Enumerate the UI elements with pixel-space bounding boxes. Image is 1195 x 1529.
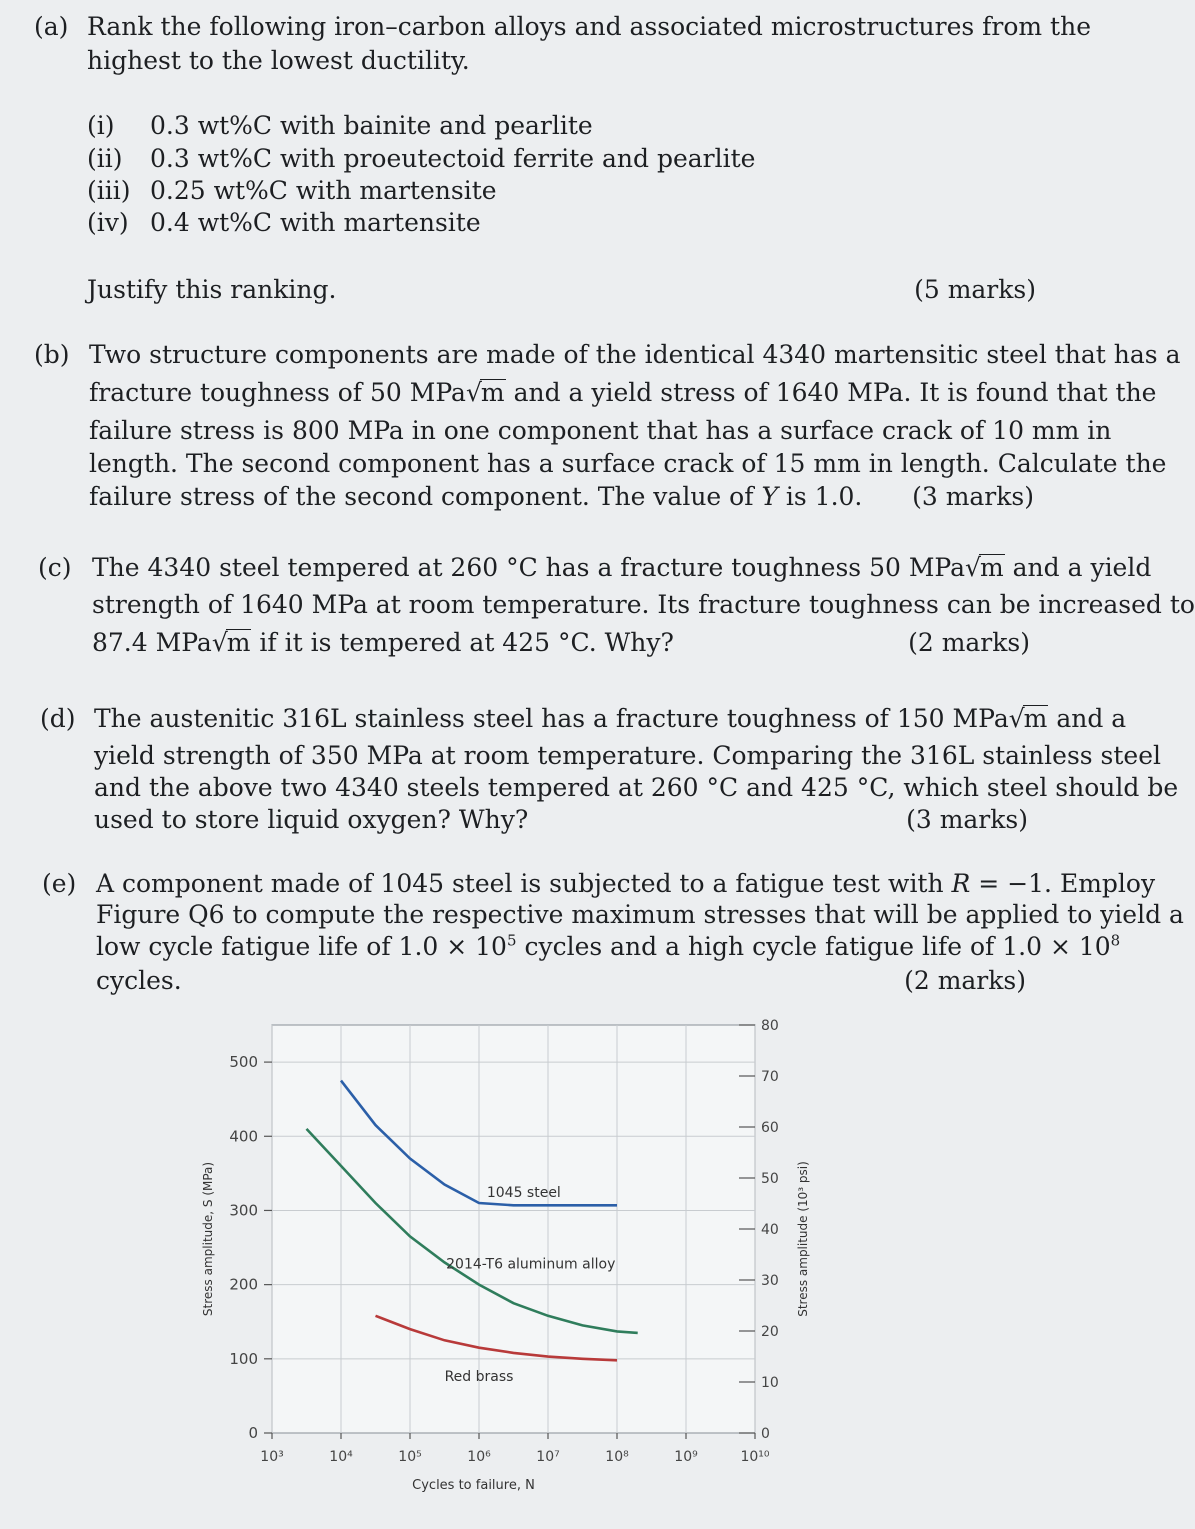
question-c-label: (c) xyxy=(38,553,72,582)
y2-tick-label: 10 xyxy=(761,1375,779,1391)
text-fragment: and a yield stress of 1640 MPa. It is found that the xyxy=(505,378,1157,407)
text-fragment: fracture toughness of 50 MPa xyxy=(89,378,466,407)
question-d-line4: used to store liquid oxygen? Why? xyxy=(94,805,529,834)
question-d-line1 xyxy=(94,704,1127,733)
y-tick-label: 300 xyxy=(229,1201,258,1220)
sqrt-symbol: √ xyxy=(1008,704,1025,733)
marks-a: (5 marks) xyxy=(914,275,1036,304)
question-e-line3 xyxy=(96,931,1121,961)
question-b-line1: Two structure components are made of the identical 4340 martensitic steel that has a xyxy=(89,340,1181,369)
marks-e: (2 marks) xyxy=(904,966,1026,995)
y2-tick-label: 50 xyxy=(761,1171,779,1187)
marks-b: (3 marks) xyxy=(912,482,1034,511)
superscript: 5 xyxy=(506,931,517,950)
text-fragment: A component made of 1045 steel is subjected to a fatigue test with xyxy=(96,869,952,898)
question-c-line2: strength of 1640 MPa at room temperature. Its fracture toughness can be increased to xyxy=(92,590,1195,619)
series-label-0: 1045 steel xyxy=(486,1185,561,1202)
item-num: (iii) xyxy=(87,176,131,205)
y-tick-label: 400 xyxy=(229,1127,258,1146)
question-e-line4: cycles. xyxy=(96,966,182,995)
item-num: (iv) xyxy=(87,208,129,237)
y2-tick-label: 40 xyxy=(761,1222,779,1238)
question-b-label: (b) xyxy=(34,340,70,369)
variable-y: Y xyxy=(761,482,778,511)
sqrt-m: m xyxy=(480,378,505,407)
item-text: 0.25 wt%C with martensite xyxy=(150,176,497,205)
x-axis-label: Cycles to failure, N xyxy=(412,1478,535,1493)
text-fragment: low cycle fatigue life of 1.0 × 10 xyxy=(96,932,507,961)
text-fragment: The austenitic 316L stainless steel has a fracture toughness of 150 MPa xyxy=(94,704,1009,733)
superscript: 8 xyxy=(1110,931,1121,950)
question-b-line5 xyxy=(89,482,862,511)
x-tick-label: 10⁵ xyxy=(398,1449,422,1465)
question-b-line4: length. The second component has a surface crack of 15 mm in length. Calculate the xyxy=(89,449,1167,478)
item-num: (ii) xyxy=(87,144,123,173)
question-b-line2 xyxy=(89,378,1157,407)
text-fragment: is 1.0. xyxy=(777,482,863,511)
variable-r: R xyxy=(951,869,971,898)
x-tick-label: 10³ xyxy=(260,1449,284,1465)
series-label-2: Red brass xyxy=(444,1369,514,1386)
question-a-line1: Rank the following iron–carbon alloys and associated microstructures from the xyxy=(87,12,1092,41)
y2-tick-label: 60 xyxy=(761,1120,779,1136)
question-a-label: (a) xyxy=(34,12,69,41)
sqrt-m: m xyxy=(979,553,1004,582)
question-d-label: (d) xyxy=(40,704,76,733)
x-tick-label: 10⁸ xyxy=(605,1449,629,1465)
item-text: 0.3 wt%C with proeutectoid ferrite and pearlite xyxy=(150,144,756,173)
y-tick-label: 100 xyxy=(229,1349,258,1368)
x-tick-label: 10¹⁰ xyxy=(740,1449,770,1465)
y2-tick-label: 70 xyxy=(761,1069,779,1085)
text-fragment: cycles and a high cycle fatigue life of 1.0 × 10 xyxy=(516,932,1111,961)
text-fragment: and a yield xyxy=(1004,553,1152,582)
y-tick-label: 500 xyxy=(229,1053,258,1072)
question-b-line3: failure stress is 800 MPa in one component that has a surface crack of 10 mm in xyxy=(89,416,1112,445)
x-tick-label: 10⁶ xyxy=(467,1449,491,1465)
sqrt-m: m xyxy=(226,628,251,657)
question-d-line2: yield strength of 350 MPa at room temperature. Comparing the 316L stainless steel xyxy=(94,741,1162,770)
item-text: 0.4 wt%C with martensite xyxy=(150,208,481,237)
text-fragment: and a xyxy=(1048,704,1127,733)
text-fragment: = −1. Employ xyxy=(970,869,1156,898)
marks-c: (2 marks) xyxy=(908,628,1030,657)
question-e-line2: Figure Q6 to compute the respective maximum stresses that will be applied to yield a xyxy=(96,900,1184,929)
question-a-line2: highest to the lowest ductility. xyxy=(87,46,470,75)
sqrt-symbol: √ xyxy=(465,378,482,407)
series-label-1: 2014-T6 aluminum alloy xyxy=(446,1256,616,1273)
y2-axis-label: Stress amplitude (10³ psi) xyxy=(796,1161,810,1317)
item-num: (i) xyxy=(87,111,115,140)
sqrt-symbol: √ xyxy=(965,553,981,582)
question-d-line3: and the above two 4340 steels tempered at 260 °C and 425 °C, which steel should be xyxy=(94,773,1179,802)
x-tick-label: 10⁹ xyxy=(674,1449,698,1465)
y2-tick-label: 30 xyxy=(761,1273,779,1289)
item-text: 0.3 wt%C with bainite and pearlite xyxy=(150,111,593,140)
fatigue-sn-chart xyxy=(190,1015,830,1515)
x-tick-label: 10⁴ xyxy=(329,1449,353,1465)
y-tick-label: 200 xyxy=(229,1275,258,1294)
y2-tick-label: 20 xyxy=(761,1324,779,1340)
question-e-label: (e) xyxy=(42,869,77,898)
x-tick-label: 10⁷ xyxy=(536,1449,560,1465)
text-fragment: The 4340 steel tempered at 260 °C has a fracture toughness 50 MPa xyxy=(92,553,966,582)
question-c-line1 xyxy=(92,553,1152,582)
sqrt-symbol: √ xyxy=(211,628,228,657)
justify-text: Justify this ranking. xyxy=(87,275,337,304)
y2-tick-label: 0 xyxy=(761,1426,770,1442)
question-c-line3 xyxy=(92,628,674,657)
text-fragment: failure stress of the second component. The value of xyxy=(89,482,762,511)
y-axis-label: Stress amplitude, S (MPa) xyxy=(201,1161,215,1317)
text-fragment: if it is tempered at 425 °C. Why? xyxy=(251,628,674,657)
y2-tick-label: 80 xyxy=(761,1018,779,1034)
question-e-line1 xyxy=(96,869,1156,898)
sqrt-m: m xyxy=(1023,704,1048,733)
text-fragment: 87.4 MPa xyxy=(92,628,212,657)
marks-d: (3 marks) xyxy=(906,805,1028,834)
y-tick-label: 0 xyxy=(248,1424,258,1442)
